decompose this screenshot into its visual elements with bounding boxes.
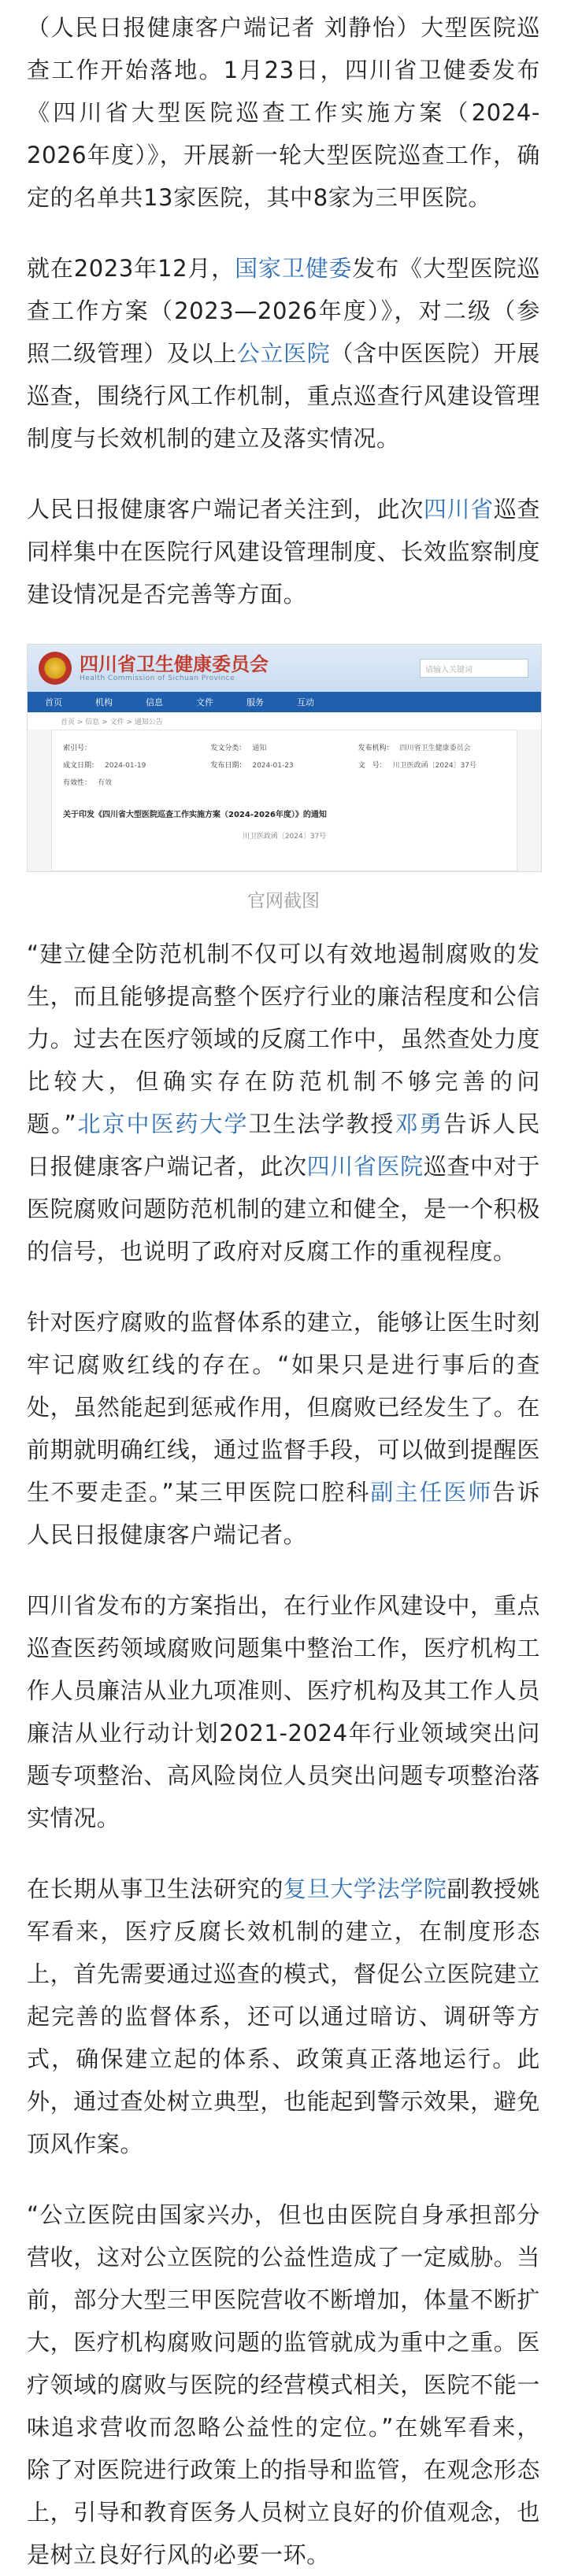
link-fudan-law[interactable]: 复旦大学法学院 xyxy=(284,1876,447,1902)
meta-cell xyxy=(210,759,358,770)
paragraph-supervision xyxy=(27,1301,540,1556)
text-span: 在长期从事卫生法研究的 xyxy=(27,1876,284,1902)
text-span: 人民日报健康客户端记者关注到，此次 xyxy=(27,496,424,523)
site-nav-item: 互动 xyxy=(297,697,314,708)
site-header xyxy=(28,645,541,692)
doc-number: 川卫医政函〔2024〕37号 xyxy=(242,833,327,841)
doc-title: 关于印发《四川省大型医院巡查工作实施方案（2024-2026年度）》的通知 xyxy=(63,811,327,819)
meta-label: 索引号： xyxy=(63,744,92,752)
text-span: 副教授姚军看来，医疗反腐长效机制的建立，在制度形态上，首先需要通过巡查的模式，督促公立医院建立起完善的监督体系，还可以通过暗访、调研等方式，确保建立起的体系、政策真正落地运行。此外，通过查处树立典型，也能起到警示效果，避免顶风作案。 xyxy=(27,1876,540,2157)
text-span: “建立健全防范机制不仅可以有效地遏制腐败的发生，而且能够提高整个医疗行业的廉洁程度和公信力。过去在医疗领域的反腐工作中，虽然查处力度比较大，但确实存在防范机制不够完善的问题。” xyxy=(27,941,540,1137)
paragraph-sichuan-focus xyxy=(27,488,540,615)
link-bucm[interactable]: 北京中医药大学 xyxy=(76,1111,249,1137)
site-title-block xyxy=(80,654,269,682)
meta-cell xyxy=(63,759,210,770)
national-emblem-icon xyxy=(39,652,72,685)
site-breadcrumb: 首页 > 信息 > 文件 > 通知公告 xyxy=(28,712,541,730)
link-sichuan[interactable]: 四川省 xyxy=(423,496,494,523)
text-span: 卫生法学教授 xyxy=(248,1111,395,1137)
text-span: 巡查中对于医院腐败问题防范机制的建立和健全，是一个积极的信号，也说明了政府对反腐工作的重视程度。 xyxy=(27,1153,540,1265)
paragraph-plan-focus xyxy=(27,1584,540,1839)
paragraph-intro xyxy=(27,6,540,219)
paragraph-expert-dengyong xyxy=(27,933,540,1273)
text-span: 发布《大型医院巡查工作方案（2023—2026年度）》，对二级（参照二级管理）及以上 xyxy=(27,255,540,367)
meta-row xyxy=(63,756,506,773)
meta-label: 发布机构： xyxy=(358,744,394,752)
meta-label: 成文日期： xyxy=(63,761,99,770)
meta-row xyxy=(63,738,506,756)
site-nav-item: 文件 xyxy=(196,697,213,708)
text-span: 针对医疗腐败的监督体系的建立，能够让医生时刻牢记腐败红线的存在。“如果只是进行事后的查处，虽然能起到惩戒作用，但腐败已经发生了。在前期就明确红线，通过监督手段，可以做到提醒医生不要走歪。”某三甲医院口腔科 xyxy=(27,1309,540,1506)
site-subtitle: Health Commission of Sichuan Province xyxy=(80,674,235,682)
doc-meta-panel xyxy=(51,730,517,871)
meta-value: 2024-01-19 xyxy=(105,761,146,770)
text-span: 巡查同样集中在医院行风建设管理制度、长效监察制度建设情况是否完善等方面。 xyxy=(27,496,541,608)
paragraph-national-plan xyxy=(27,247,540,460)
site-nav-item: 服务 xyxy=(246,697,264,708)
meta-cell xyxy=(358,742,506,752)
link-public-hospital[interactable]: 公立医院 xyxy=(236,340,331,367)
link-deputy-chief-physician[interactable]: 副主任医师 xyxy=(370,1479,493,1506)
meta-cell xyxy=(63,777,228,787)
paragraph-public-welfare xyxy=(27,2193,540,2576)
site-search-box: 请输入关键词 xyxy=(420,659,528,678)
text-span: 就在2023年12月， xyxy=(27,255,235,282)
site-nav xyxy=(28,692,541,712)
meta-cell xyxy=(210,742,358,752)
meta-value: 2024-01-23 xyxy=(252,761,294,770)
paragraph-expert-yaojun xyxy=(27,1868,540,2165)
link-sichuan-hospital[interactable]: 四川省医院 xyxy=(306,1153,424,1180)
figure-caption: 官网截图 xyxy=(247,891,320,911)
link-dengyong[interactable]: 邓勇 xyxy=(395,1111,444,1137)
meta-value: 有效 xyxy=(98,778,113,787)
paragraph-plan-focus-text: 四川省发布的方案指出，在行业作风建设中，重点巡查医药领域腐败问题集中整治工作，医疗机构工作人员廉洁从业九项准则、医疗机构及其工作人员廉洁从业行动计划2021-2024年行业领域突出问题专项整治、高风险岗位人员突出问题专项整治落实情况。 xyxy=(27,1592,540,1831)
meta-label: 发布日期： xyxy=(210,761,246,770)
site-nav-item: 信息 xyxy=(146,697,163,708)
site-nav-item: 机构 xyxy=(95,697,113,708)
meta-cell xyxy=(358,759,506,770)
text-span: 告诉人民日报健康客户端记者，此次 xyxy=(27,1111,541,1180)
screenshot-frame xyxy=(27,644,542,872)
meta-cell xyxy=(63,742,210,752)
meta-value: 四川省卫生健康委员会 xyxy=(399,744,471,752)
text-span: 告诉人民日报健康客户端记者。 xyxy=(27,1479,540,1548)
text-span: （含中医医院）开展巡查，围绕行风工作机制，重点巡查行风建设管理制度与长效机制的建立及落实情况。 xyxy=(27,340,541,452)
meta-value: 川卫医政函〔2024〕37号 xyxy=(392,761,477,770)
site-nav-item: 首页 xyxy=(45,697,62,708)
meta-row xyxy=(63,773,506,790)
official-site-screenshot[interactable] xyxy=(27,644,540,872)
site-title: 四川省卫生健康委员会 xyxy=(80,652,269,675)
meta-label: 有效性： xyxy=(63,778,92,787)
paragraph-intro-text: （人民日报健康客户端记者 刘静怡）大型医院巡查工作开始落地。1月23日，四川省卫健委发布《四川省大型医院巡查工作实施方案（2024-2026年度）》，开展新一轮大型医院巡查工作，确定的名单共13家医院，其中8家为三甲医院。 xyxy=(27,14,540,211)
paragraph-public-welfare-text: “公立医院由国家兴办，但也由医院自身承担部分营收，这对公立医院的公益性造成了一定威胁。当前，部分大型三甲医院营收不断增加，体量不断扩大，医疗机构腐败问题的监管就成为重中之重。医疗领域的腐败与医院的经营模式相关，医院不能一味追求营收而忽略公益性的定位。”在姚军看来，除了对医院进行政策上的指导和监管，在观念形态上，引导和教育医务人员树立良好的价值观念，也是树立良好行风的必要一环。 xyxy=(27,2201,540,2568)
link-nhc[interactable]: 国家卫健委 xyxy=(235,255,353,282)
meta-label: 发文分类： xyxy=(210,744,246,752)
meta-value: 通知 xyxy=(252,744,267,752)
meta-label: 文 号： xyxy=(358,761,387,770)
